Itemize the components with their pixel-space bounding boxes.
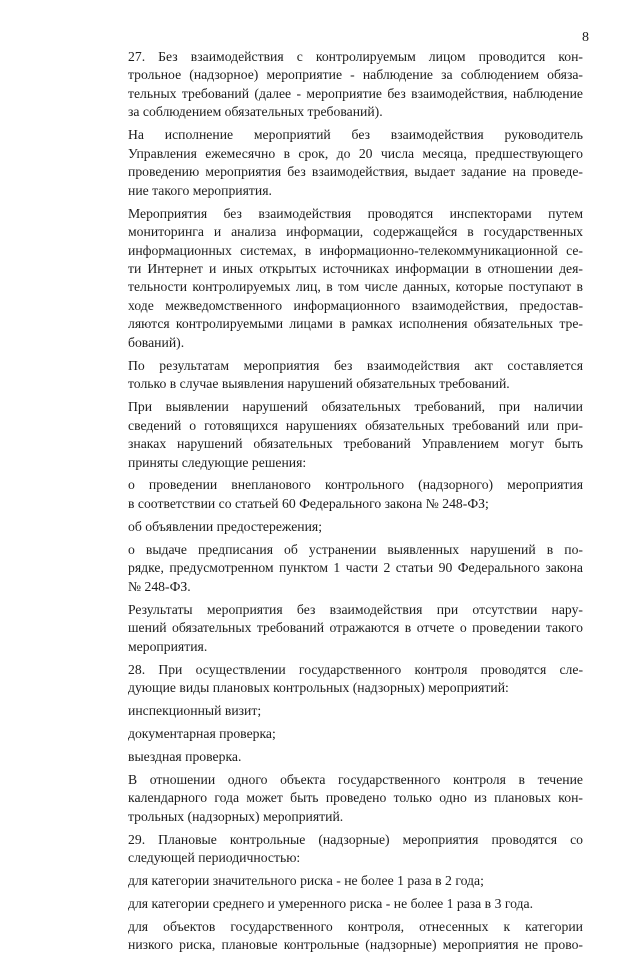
text-line: Управления ежемесячно в срок, до 20 числа месяца, предшествующего: [128, 145, 583, 161]
paragraph: [91, 541, 583, 596]
text-line: о проведении внепланового контрольного (надзорного) мероприятия: [128, 477, 583, 493]
paragraph: [91, 518, 583, 536]
text-line: следующей периодичностью:: [128, 850, 301, 866]
text-line: По результатам мероприятия без взаимодействия акт составляется: [128, 357, 583, 373]
text-line: для категории значительного риска - не более 1 раза в 2 года;: [128, 873, 484, 889]
text-line: дующие виды плановых контрольных (надзорных) мероприятий:: [128, 680, 509, 695]
text-line: для категории среднего и умеренного риска - не более 1 раза в 3 года.: [128, 896, 534, 912]
text-line: о выдаче предписания об устранении выявленных нарушений в по-: [128, 541, 583, 557]
text-line: рядке, предусмотренном пунктом 1 части 2 статьи 90 Федерального закона: [128, 560, 583, 576]
text-line: № 248-ФЗ.: [128, 578, 191, 594]
paragraph: [91, 476, 583, 513]
text-line: низкого риска, плановые контрольные (надзорные) мероприятия не прово-: [128, 937, 583, 953]
text-line: Мероприятия без взаимодействия проводятся инспекторами путем: [128, 205, 583, 221]
paragraph: [91, 126, 583, 200]
paragraph: [91, 398, 583, 472]
text-line: об объявлении предостережения;: [128, 518, 323, 534]
text-line: мероприятия.: [128, 638, 208, 654]
paragraph: [91, 831, 583, 868]
text-line: за соблюдением обязательных требований).: [128, 104, 383, 120]
paragraph: [91, 601, 583, 656]
document-body: [91, 48, 583, 955]
text-line: При выявлении нарушений обязательных требований, при наличии: [128, 399, 583, 415]
text-line: проведению мероприятия без взаимодействия, выдает задание на проведе-: [128, 164, 583, 180]
text-line: только в случае выявления нарушений обязательных требований.: [128, 376, 510, 392]
text-line: документарная проверка;: [128, 725, 276, 741]
paragraph: [91, 725, 583, 743]
paragraph: [91, 661, 583, 698]
text-line: для объектов государственного контроля, отнесенных к категории: [128, 918, 583, 934]
text-line: 28. При осуществлении государственного контроля проводятся сле-: [128, 661, 583, 677]
text-line: инспекционный визит;: [128, 702, 262, 718]
text-line: ходе межведомственного информационного взаимодействия, предостав-: [128, 297, 583, 313]
paragraph: [91, 748, 583, 766]
text-line: ти Интернет и иных открытых источниках информации в отношении дея-: [128, 260, 583, 276]
paragraph: [91, 48, 583, 122]
text-line: трольное (надзорное) мероприятие - наблюдение за соблюдением обяза-: [128, 67, 583, 83]
text-line: ляются контролируемыми лицами в рамках исполнения обязательных тре-: [128, 316, 583, 332]
text-line: 29. Плановые контрольные (надзорные) мероприятия проводятся со: [128, 831, 583, 847]
paragraph: [91, 872, 583, 890]
text-line: мониторинга и анализа информации, содержащейся в государственных: [128, 224, 583, 240]
paragraph: [91, 771, 583, 826]
text-line: ние такого мероприятия.: [128, 182, 272, 198]
paragraph: [91, 895, 583, 913]
text-line: сведений о готовящихся нарушениях обязательных требований или при-: [128, 417, 583, 433]
text-line: календарного года может быть проведено только одно из плановых кон-: [128, 790, 583, 806]
text-line: выездная проверка.: [128, 748, 242, 764]
text-line: знаках нарушений обязательных требований Управлением могут быть: [128, 436, 583, 452]
text-line: 27. Без взаимодействия с контролируемым лицом проводится кон-: [128, 49, 583, 64]
paragraph: [91, 918, 583, 955]
paragraph: [91, 357, 583, 394]
text-line: тельных требований (далее - мероприятие без взаимодействия, наблюдение: [128, 85, 583, 101]
text-line: информационных системах, в информационно-телекоммуникационной се-: [128, 242, 583, 258]
text-line: В отношении одного объекта государственного контроля в течение: [128, 771, 583, 787]
text-line: в соответствии со статьей 60 Федерального закона № 248-ФЗ;: [128, 495, 489, 511]
text-line: приняты следующие решения:: [128, 454, 307, 470]
paragraph: [91, 702, 583, 720]
text-line: На исполнение мероприятий без взаимодействия руководитель: [128, 127, 583, 143]
text-line: шений обязательных требований отражаются в отчете о проведении такого: [128, 620, 583, 636]
text-line: тельности контролируемых лиц, в том числе данных, которые поступают в: [128, 279, 583, 295]
paragraph: [91, 205, 583, 353]
text-line: трольных (надзорных) мероприятий.: [128, 808, 344, 824]
page-number: 8: [582, 30, 589, 45]
text-line: Результаты мероприятия без взаимодействия при отсутствии нару-: [128, 601, 583, 617]
text-line: бований).: [128, 334, 185, 350]
